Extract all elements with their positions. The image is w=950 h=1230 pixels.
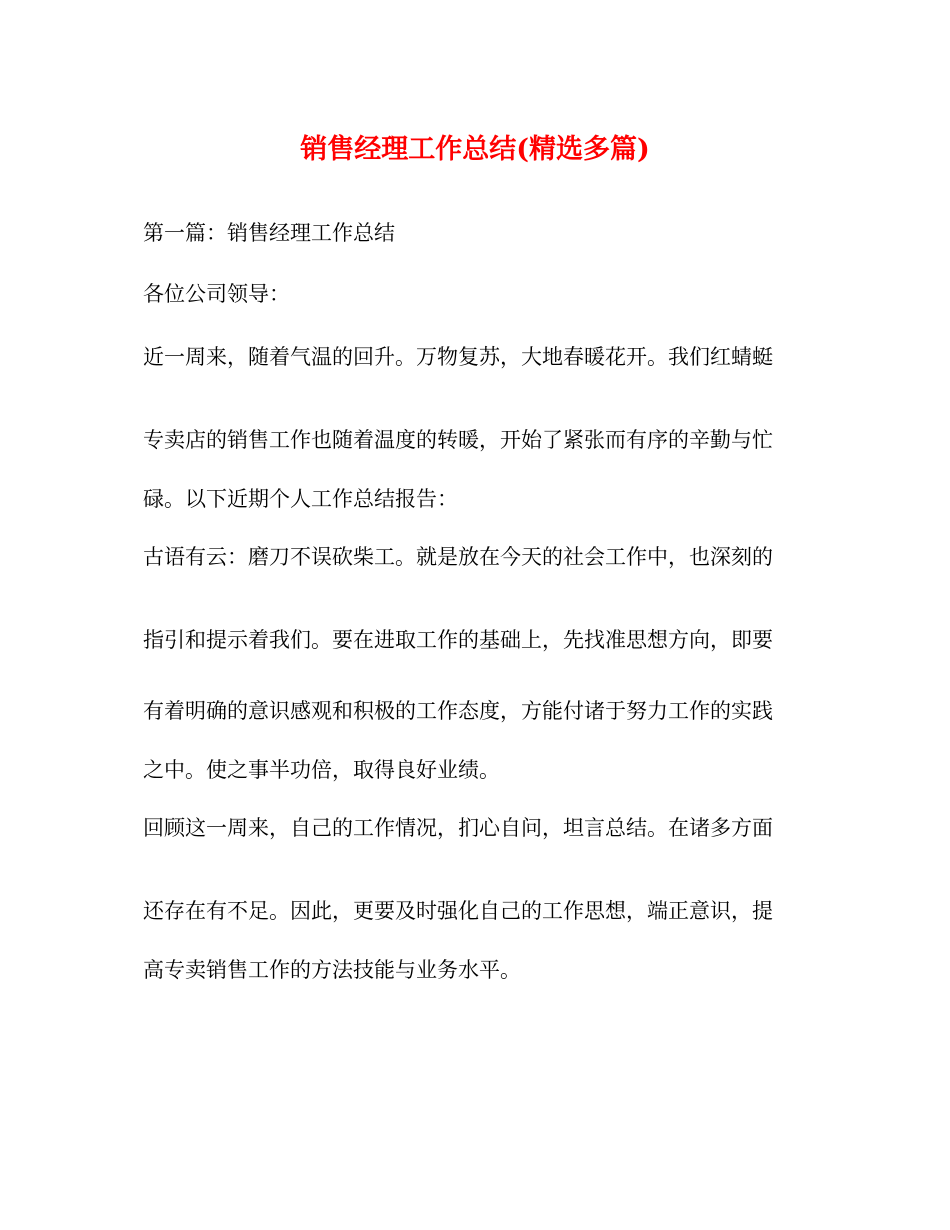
paragraph-line: 近一周来，随着气温的回升。万物复苏，大地春暖花开。我们红蜻蜓 — [143, 345, 773, 369]
paragraph-line: 专卖店的销售工作也随着温度的转暖，开始了紧张而有序的辛勤与忙 — [143, 428, 773, 452]
document-title: 销售经理工作总结(精选多篇) — [300, 134, 650, 165]
paragraph-2 — [143, 534, 803, 793]
paragraph-3 — [143, 805, 803, 993]
paragraph-line: 回顾这一周来，自己的工作情况，扪心自问，坦言总结。在诸多方面 — [143, 816, 773, 840]
paragraph-1 — [143, 334, 803, 522]
paragraph-line: 指引和提示着我们。要在进取工作的基础上，先找准思想方向，即要 — [143, 628, 773, 652]
salutation: 各位公司领导： — [143, 282, 290, 306]
section-heading: 第一篇：销售经理工作总结 — [143, 221, 395, 245]
paragraph-line: 碌。以下近期个人工作总结报告： — [143, 487, 458, 511]
paragraph-line: 还存在有不足。因此，更要及时强化自己的工作思想，端正意识，提 — [143, 899, 773, 923]
paragraph-line: 古语有云：磨刀不误砍柴工。就是放在今天的社会工作中，也深刻的 — [143, 545, 773, 569]
paragraph-line: 之中。使之事半功倍，取得良好业绩。 — [143, 758, 500, 782]
paragraph-line: 高专卖销售工作的方法技能与业务水平。 — [143, 958, 521, 982]
document-body — [143, 212, 803, 1005]
paragraph-line: 有着明确的意识感观和积极的工作态度，方能付诸于努力工作的实践 — [143, 699, 773, 723]
